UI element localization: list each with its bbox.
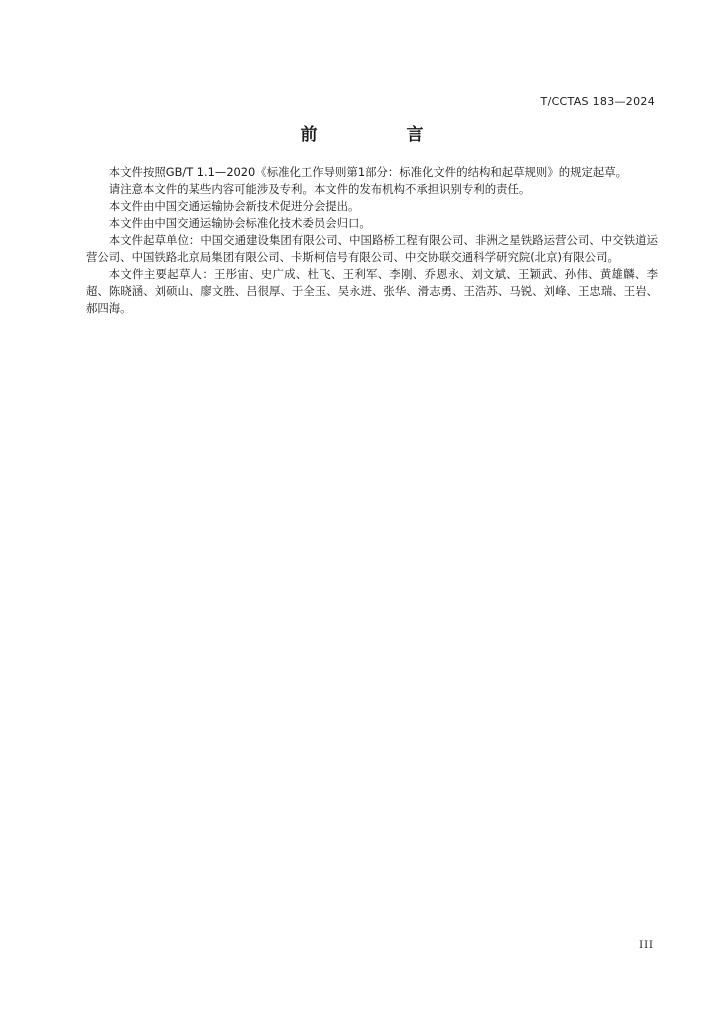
document-code: T/CCTAS 183—2024	[540, 95, 655, 108]
page-number: III	[639, 940, 654, 951]
foreword-body	[86, 164, 658, 317]
paragraph-committee: 本文件由中国交通运输协会标准化技术委员会归口。	[108, 216, 371, 230]
paragraph-patent-notice: 请注意本文件的某些内容可能涉及专利。本文件的发布机构不承担识别专利的责任。	[108, 182, 531, 196]
paragraph-drafters: 本文件主要起草人：王彤宙、史广成、杜飞、王利军、李刚、乔恩永、刘文斌、王颖武、孙伟、黄雄麟、李超、陈晓涵、刘硕山、廖文胜、吕很厚、于全玉、吴永进、张华、滑志勇、王浩苏、马锐、刘峰、王忠瑞、王岩、郝四海。	[86, 267, 658, 315]
page-title: 前 言	[300, 125, 460, 145]
paragraph-standard-basis: 本文件按照GB/T 1.1—2020《标准化工作导则第1部分：标准化文件的结构和起草规则》的规定起草。	[108, 165, 628, 179]
paragraph-drafting-units: 本文件起草单位：中国交通建设集团有限公司、中国路桥工程有限公司、非洲之星铁路运营公司、中交铁道运营公司、中国铁路北京局集团有限公司、卡斯柯信号有限公司、中交协联交通科学研究院(北京)有限公司。	[86, 233, 658, 264]
paragraph-proposer: 本文件由中国交通运输协会新技术促进分会提出。	[108, 199, 360, 213]
